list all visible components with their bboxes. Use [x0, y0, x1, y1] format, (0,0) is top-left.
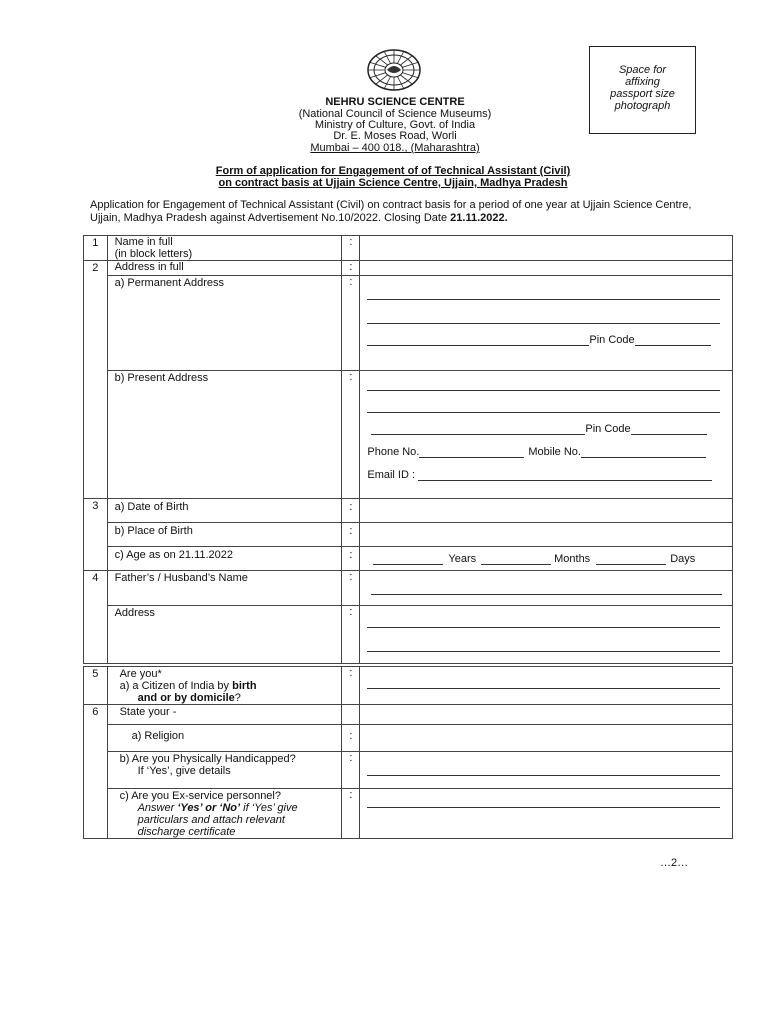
name-field[interactable] [360, 236, 733, 261]
address-label: Address in full [107, 261, 342, 276]
address-empty [360, 261, 733, 276]
colon: : [342, 789, 360, 839]
colon: : [342, 725, 360, 752]
page-number: …2… [660, 857, 689, 869]
emblem-logo [366, 48, 422, 92]
org-line-4-wrap [230, 142, 560, 154]
answer-line [367, 687, 720, 689]
present-address-field[interactable] [360, 371, 733, 499]
handicapped-sublabel: If ‘Yes’, give details [137, 765, 231, 777]
dob-label: a) Date of Birth [107, 499, 342, 523]
intro-paragraph [90, 199, 700, 224]
answer-line [367, 774, 720, 776]
row-number: 2 [84, 261, 108, 499]
pob-label: b) Place of Birth [107, 523, 342, 547]
row-name [84, 236, 733, 261]
row-address [84, 261, 733, 276]
org-line-1: (National Council of Science Museums) [298, 108, 492, 120]
father-name-label: Father’s / Husband’s Name [107, 571, 342, 606]
row-number: 4 [84, 571, 108, 664]
row-number: 6 [84, 705, 108, 839]
colon: : [342, 499, 360, 523]
pob-field[interactable] [360, 523, 733, 547]
ex-service-field[interactable] [360, 789, 733, 839]
ex-service-sub2: particulars and attach relevant [137, 814, 285, 826]
days-label: Days [670, 553, 696, 565]
handicapped-field[interactable] [360, 752, 733, 789]
father-address-label: Address [107, 606, 342, 664]
ex-answer-bold: ‘Yes’ or ‘No’ [177, 802, 241, 814]
photo-text-3: passport size [610, 88, 675, 100]
pin-code-field[interactable] [635, 335, 711, 346]
citizen-domicile: and or by domicile [137, 692, 235, 704]
row-citizen [84, 667, 733, 705]
handicapped-label: b) Are you Physically Handicapped? [119, 753, 296, 765]
father-name-field[interactable] [360, 571, 733, 606]
citizen-label-cell [107, 667, 342, 705]
org-line-2: Ministry of Culture, Govt. of India [314, 119, 476, 131]
row-father-name [84, 571, 733, 606]
row-number: 1 [84, 236, 108, 261]
colon: : [342, 523, 360, 547]
colon: : [342, 752, 360, 789]
email-field[interactable] [418, 470, 712, 481]
pin-row [367, 334, 732, 346]
colon: : [342, 261, 360, 276]
citizen-birth: birth [232, 680, 257, 692]
dob-field[interactable] [360, 499, 733, 523]
ex-service-label: c) Are you Ex-service personnel? [119, 790, 281, 802]
present-address-label: b) Present Address [107, 371, 342, 499]
state-your-label: State your - [107, 705, 342, 725]
row-permanent-address [84, 276, 733, 371]
ex-service-label-cell [107, 789, 342, 839]
row-pob [84, 523, 733, 547]
colon: : [342, 236, 360, 261]
name-label-cell [107, 236, 342, 261]
address-line [367, 411, 720, 413]
pin-code-label: Pin Code [585, 423, 631, 435]
row-state-your [84, 705, 733, 725]
colon-empty [342, 705, 360, 725]
row-father-address [84, 606, 733, 664]
ex-answer-post: if ‘Yes’ give [240, 802, 298, 814]
handicapped-label-cell [107, 752, 342, 789]
photo-placeholder [589, 46, 696, 134]
years-label: Years [448, 553, 477, 565]
row-ex-service [84, 789, 733, 839]
father-address-field[interactable] [360, 606, 733, 664]
intro-text: Application for Engagement of Technical Assistant (Civil) on contract basis for a period of one year at Ujjain Science Centre, Ujjain, Madhya Pradesh against Advertisement No.10/2022. Closing Date [90, 199, 692, 224]
permanent-address-label: a) Permanent Address [107, 276, 342, 371]
photo-text-2: affixing [625, 76, 660, 88]
photo-text-4: photograph [614, 100, 671, 112]
colon: : [342, 276, 360, 371]
phone-field[interactable] [419, 447, 524, 458]
colon: : [342, 547, 360, 571]
colon: : [342, 571, 360, 606]
email-row [367, 469, 732, 481]
photo-text-1: Space for [618, 64, 667, 76]
phone-row [367, 446, 732, 458]
months-label: Months [554, 553, 591, 565]
org-name: NEHRU SCIENCE CENTRE [325, 96, 465, 108]
email-label: Email ID : [367, 469, 416, 481]
application-form-table [83, 235, 733, 839]
row-number: 3 [84, 499, 108, 571]
citizen-field[interactable] [360, 667, 733, 705]
colon: : [342, 667, 360, 705]
answer-line [371, 593, 722, 595]
religion-label: a) Religion [107, 725, 342, 752]
pin-row [367, 423, 732, 435]
name-label: Name in full [114, 236, 173, 248]
permanent-address-field[interactable] [360, 276, 733, 371]
citizen-question: ? [234, 692, 241, 704]
row-present-address [84, 371, 733, 499]
row-religion [84, 725, 733, 752]
state-your-empty [360, 705, 733, 725]
closing-date: 21.11.2022. [450, 211, 508, 224]
citizen-option [120, 680, 342, 692]
answer-line [367, 650, 720, 652]
age-field[interactable] [360, 547, 733, 571]
org-line-4: Mumbai – 400 018., (Maharashtra) [310, 142, 480, 154]
colon: : [342, 371, 360, 499]
org-line-3: Dr. E. Moses Road, Worli [333, 130, 457, 142]
days-field[interactable] [596, 554, 666, 565]
phone-label: Phone No. [367, 446, 420, 458]
address-line [371, 424, 585, 435]
answer-line [367, 806, 720, 808]
pin-code-field[interactable] [631, 424, 707, 435]
colon: : [342, 606, 360, 664]
ex-service-sub3: discharge certificate [137, 826, 236, 838]
religion-field[interactable] [360, 725, 733, 752]
age-label: c) Age as on 21.11.2022 [107, 547, 342, 571]
row-handicapped [84, 752, 733, 789]
mobile-field[interactable] [581, 447, 706, 458]
ex-service-answer-hint [120, 802, 342, 814]
form-title-1: Form of application for Engagement of of Technical Assistant (Civil) [215, 165, 571, 177]
ex-answer-pre: Answer [137, 802, 178, 814]
age-row [367, 553, 732, 565]
months-field[interactable] [481, 554, 551, 565]
citizen-label: Are you* [119, 668, 162, 680]
name-sublabel: (in block letters) [114, 248, 193, 260]
row-number: 5 [84, 667, 108, 705]
row-age [84, 547, 733, 571]
years-field[interactable] [373, 554, 443, 565]
citizen-option-2 [120, 692, 342, 704]
mobile-label: Mobile No. [528, 446, 581, 458]
pin-code-label: Pin Code [589, 334, 635, 346]
citizen-text: a) a Citizen of India by [119, 680, 233, 692]
address-line [367, 335, 589, 346]
form-title-2: on contract basis at Ujjain Science Centre, Ujjain, Madhya Pradesh [218, 177, 568, 189]
row-dob [84, 499, 733, 523]
address-line [367, 322, 720, 324]
